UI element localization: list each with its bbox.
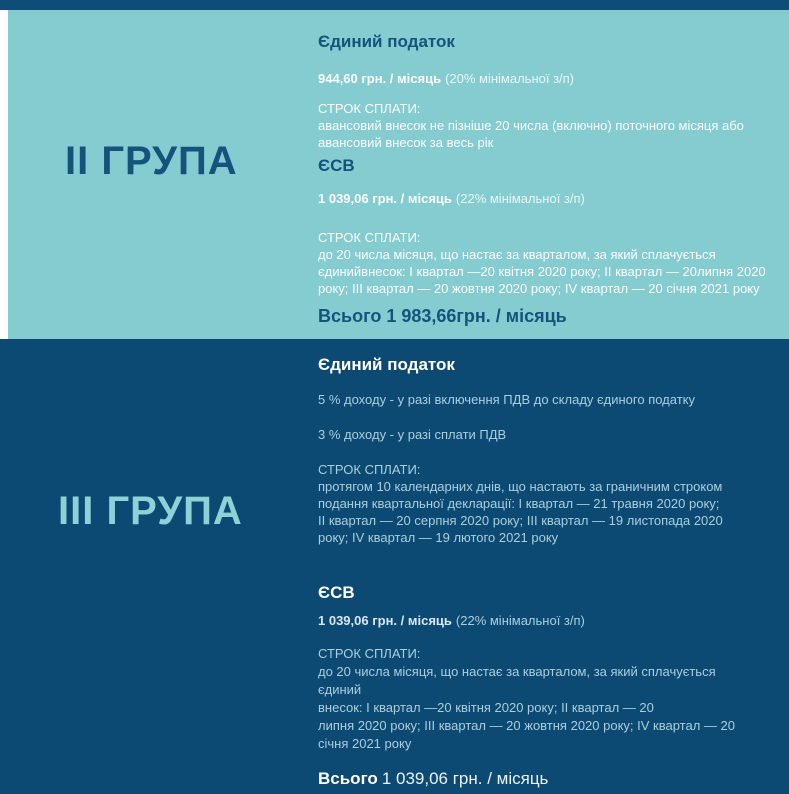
group3-esv-amount [318,612,585,629]
group3-total [318,769,548,789]
group2-esv-header: ЄСВ [318,156,355,175]
top-accent-bar [0,0,789,10]
group2-title: ІІ ГРУПА [65,139,238,183]
group3-esv-amount-value: 1 039,06 грн. / місяць [318,613,452,628]
group2-esv-term-line3: року; ІІІ квартал — 20 жовтня 2020 року; ІV квартал — 20 січня 2021 року [318,281,760,296]
group2-esv-term-line2: єдинийвнесок: І квартал —20 квітня 2020 року; ІІ квартал — 20липня 2020 [318,264,766,279]
group2-tax-amount [318,70,574,87]
group3-tax-header: Єдиний податок [318,355,455,374]
group2-tax-term-label: СТРОК СПЛАТИ: [318,101,421,116]
group3-tax-term-line3: ІІ квартал — 20 серпня 2020 року; ІІІ квартал — 19 листопада 2020 [318,513,723,528]
group3-esv-term-line1: до 20 числа місяця, що настає за кварталом, за який сплачується [318,664,716,679]
group3-esv-amount-note: (22% мінімальної з/п) [455,613,585,628]
group2-esv-term-block [318,229,789,297]
group2-tax-amount-value: 944,60 грн. / місяць [318,71,442,86]
group2-esv-amount [318,190,585,207]
group2-tax-amount-note: (20% мінімальної з/п) [445,71,575,86]
group2-esv-amount-value: 1 039,06 грн. / місяць [318,191,452,206]
group3-tax-term-block [318,461,778,546]
group2-esv-term-label: СТРОК СПЛАТИ: [318,230,421,245]
group2-esv-amount-note: (22% мінімальної з/п) [455,191,585,206]
group2-tax-term-line2: авансовий внесок за весь рік [318,135,494,150]
group2-tax-term-block [318,100,788,151]
group3-esv-term-line5: січня 2021 року [318,736,412,751]
group3-rate-line1: 5 % доходу - у разі включення ПДВ до складу єдиного податку [318,392,695,407]
group3-tax-term-line2: подання квартальної декларації: І квартал — 21 травня 2020 року; [318,496,720,511]
group2-esv-term-line1: до 20 числа місяця, що настає за кварталом, за який сплачується [318,247,716,262]
group3-total-label: Всього [318,769,378,788]
group3-tax-term-line1: протягом 10 календарних днів, що настають за граничним строком [318,479,723,494]
group3-esv-header: ЄСВ [318,583,355,602]
group3-esv-term-block [318,645,788,753]
group3-section [0,339,789,794]
group2-section [8,10,789,339]
group3-rate-line2: 3 % доходу - у разі сплати ПДВ [318,427,507,442]
group2-tax-term-line1: авансовий внесок не пізніше 20 числа (включно) поточного місяця або [318,118,744,133]
group3-esv-term-line4: липня 2020 року; ІІІ квартал — 20 жовтня 2020 року; ІV квартал — 20 [318,718,735,733]
group3-title: ІІІ ГРУПА [58,489,243,533]
group3-esv-term-label: СТРОК СПЛАТИ: [318,646,421,661]
group3-tax-term-line4: року; ІV квартал — 19 лютого 2021 року [318,530,559,545]
group3-total-value: 1 039,06 грн. / місяць [381,769,549,788]
group3-esv-term-line3: внесок: І квартал —20 квітня 2020 року; ІІ квартал — 20 [318,700,654,715]
group2-total: Всього 1 983,66грн. / місяць [318,306,567,326]
group3-esv-term-line2: єдиний [318,682,362,697]
group2-tax-header: Єдиний податок [318,32,455,51]
group3-tax-term-label: СТРОК СПЛАТИ: [318,462,421,477]
